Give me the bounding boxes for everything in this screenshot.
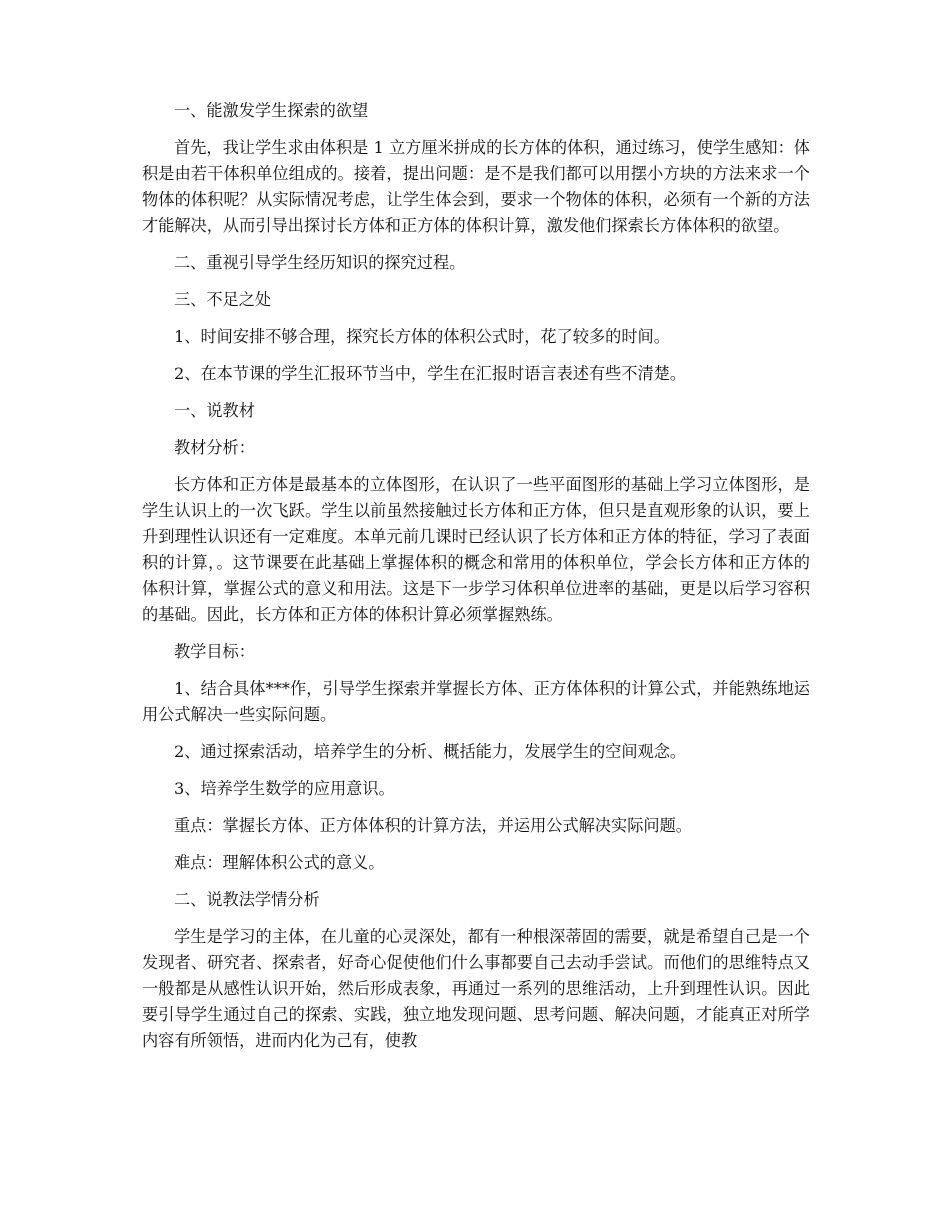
- section-heading-motivation: 一、能激发学生探索的欲望: [174, 101, 369, 120]
- difficulty-line: 难点：理解体积公式的意义。: [174, 853, 385, 872]
- subheading-teaching-goals: 教学目标：: [174, 642, 255, 661]
- list-item: 3、培养学生数学的应用意识。: [174, 779, 395, 798]
- section-heading-method-analysis: 二、说教法学情分析: [174, 890, 320, 909]
- list-item: 1、结合具体***作，引导学生探索并掌握长方体、正方体体积的计算公式，并能熟练地运用公式解决一些实际问题。: [142, 679, 810, 724]
- section-heading-shortcomings: 三、不足之处: [174, 290, 272, 309]
- body-paragraph: 长方体和正方体是最基本的立体图形，在认识了一些平面图形的基础上学习立体图形，是学生认识上的一次飞跃。学生以前虽然接触过长方体和正方体，但只是直观形象的认识，要上升到理性认识还有一定难度。本单元前几课时已经认识了长方体和正方体的特征，学习了表面积的计算，。这节课要在此基础上掌握体积的概念和常用的体积单位，学会长方体和正方体的体积计算，掌握公式的意义和用法。这是下一步学习体积单位进率的基础，更是以后学习容积的基础。因此，长方体和正方体的体积计算必须掌握熟练。: [142, 475, 810, 624]
- list-item: 1、时间安排不够合理，探究长方体的体积公式时，花了较多的时间。: [174, 327, 670, 346]
- key-point-line: 重点：掌握长方体、正方体体积的计算方法，并运用公式解决实际问题。: [174, 816, 692, 835]
- document-page: [142, 98, 810, 1065]
- section-heading-inquiry: 二、重视引导学生经历知识的探究过程。: [174, 253, 466, 272]
- section-heading-textbook: 一、说教材: [174, 401, 255, 420]
- list-item: 2、在本节课的学生汇报环节当中，学生在汇报时语言表述有些不清楚。: [174, 364, 687, 383]
- body-paragraph: 学生是学习的主体，在儿童的心灵深处，都有一种根深蒂固的需要，就是希望自己是一个发现者、研究者、探索者，好奇心促使他们什么事都要自己去动手尝试。而他们的思维特点又一般都是从感性认识开始，然后形成表象，再通过一系列的思维活动，上升到理性认识。因此要引导学生通过自己的探索、实践，独立地发现问题、思考问题、解决问题，才能真正对所学内容有所领悟，进而内化为己有，使教: [142, 927, 810, 1050]
- body-paragraph: 首先，我让学生求由体积是 1 立方厘米拼成的长方体的体积，通过练习，使学生感知：体积是由若干体积单位组成的。接着，提出问题：是不是我们都可以用摆小方块的方法来求一个物体的体积呢？从实际情况考虑，让学生体会到，要求一个物体的体积，必须有一个新的方法才能解决，从而引导出探讨长方体和正方体的体积计算，激发他们探索长方体体积的欲望。: [142, 138, 810, 235]
- subheading-textbook-analysis: 教材分析：: [174, 438, 255, 457]
- list-item: 2、通过探索活动，培养学生的分析、概括能力，发展学生的空间观念。: [174, 742, 687, 761]
